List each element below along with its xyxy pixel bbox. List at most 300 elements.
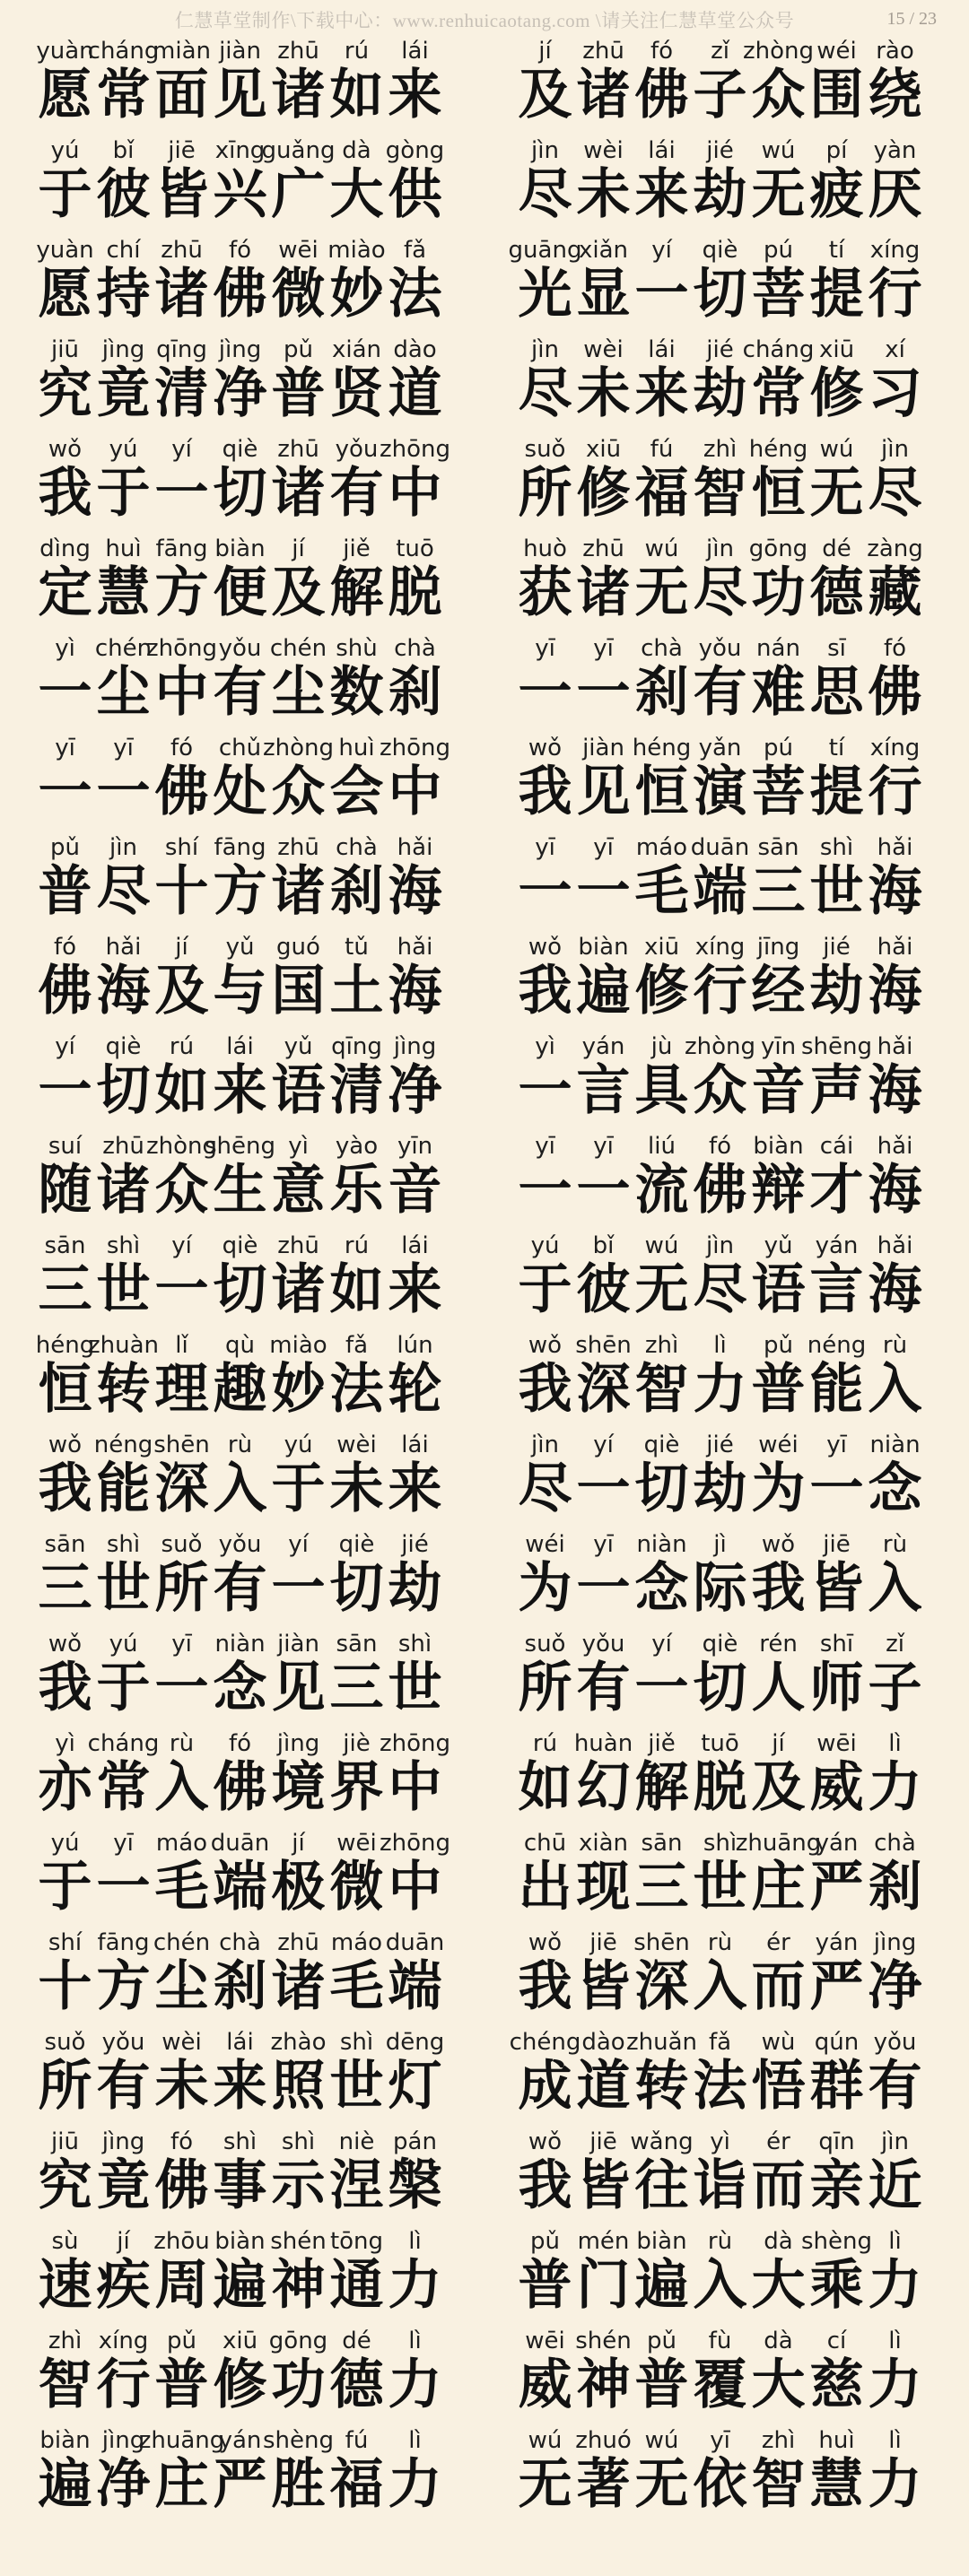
pinyin-text: jì [713,1531,727,1558]
pinyin-text: chén [269,635,327,662]
hanzi-char: 入 [154,1756,209,1819]
hanzi-char: 提 [809,761,864,823]
character-cell [153,2027,211,2127]
hanzi-char: 来 [388,1258,442,1321]
pinyin-text: wēi [278,237,319,264]
character-cell [36,2027,94,2127]
pinyin-text: zǐ [711,38,729,65]
character-cell [801,2226,873,2326]
hanzi-char: 一 [576,661,631,724]
hanzi-char: 尘 [96,661,151,724]
character-cell [36,1430,94,1529]
pinyin-text: shì [281,2128,316,2155]
pinyin-text: hǎi [877,1133,913,1160]
pinyin-text: wú [644,2427,679,2454]
hanzi-char: 覆 [693,2354,747,2416]
character-cell [633,135,691,235]
character-cell [153,2127,211,2226]
hanzi-char: 围 [809,64,864,126]
pinyin-text: fó [650,38,674,65]
character-cell [866,1330,924,1430]
hanzi-char: 行 [868,761,922,823]
character-cell [749,1629,808,1728]
character-cell [574,733,633,832]
verse-line-left [36,2425,489,2525]
character-cell [36,135,94,235]
pinyin-text: yí [593,1432,614,1458]
verse-row [0,1131,969,1231]
pinyin-text: yī [113,735,134,761]
character-cell [516,1529,574,1629]
hanzi-char: 有 [213,1557,267,1620]
character-cell [327,2425,386,2525]
pinyin-text: fāng [155,535,208,562]
character-cell [211,832,269,932]
verse-row [0,235,969,335]
character-cell [327,335,386,434]
hanzi-char: 念 [868,1458,922,1520]
hanzi-char: 言 [576,1059,631,1122]
verse-line-left [36,2027,489,2127]
hanzi-char: 如 [518,1756,572,1819]
hanzi-char: 大 [751,2354,806,2416]
pinyin-text: wèi [162,2029,202,2056]
character-cell [808,1330,866,1430]
hanzi-char: 广 [271,163,326,226]
pinyin-text: pí [825,137,848,164]
character-cell [153,1629,211,1728]
pinyin-text: yán [815,1929,859,1956]
hanzi-char: 严 [213,2453,267,2516]
pinyin-text: rén [759,1631,798,1658]
character-cell [153,1031,211,1131]
hanzi-char: 福 [634,462,689,525]
pinyin-text: wéi [525,1531,565,1558]
pinyin-text: lún [397,1332,433,1359]
pinyin-text: jìn [881,2128,909,2155]
hanzi-char: 槃 [388,2154,442,2217]
verse-line-left [36,1231,489,1330]
hanzi-char: 智 [693,462,747,525]
character-cell [749,932,808,1031]
character-cell [866,2127,924,2226]
hanzi-char: 修 [576,462,631,525]
hanzi-char: 智 [751,2453,806,2516]
pinyin-text: duān [385,1929,445,1956]
character-cell [633,733,691,832]
character-cell [386,2425,444,2525]
character-cell [866,1728,924,1828]
character-cell [516,1728,574,1828]
pinyin-text: hǎi [877,1033,913,1060]
character-cell [633,1031,691,1131]
hanzi-char: 众 [154,1159,209,1222]
hanzi-char: 彼 [96,163,151,226]
character-cell [808,633,866,733]
character-cell [749,633,808,733]
hanzi-char: 劫 [693,1458,747,1520]
hanzi-char: 念 [213,1657,267,1719]
character-cell [380,1828,451,1928]
hanzi-char: 悟 [751,2055,806,2118]
hanzi-char: 尘 [271,661,326,724]
character-cell [327,1430,386,1529]
hanzi-char: 界 [329,1756,384,1819]
character-cell [386,2127,444,2226]
verse-line-left [36,1131,489,1231]
character-cell [386,2027,444,2127]
pinyin-text: dào [581,2029,625,2056]
character-cell [153,832,211,932]
pinyin-text: xí [885,336,905,363]
pinyin-text: biàn [214,535,266,562]
pinyin-text: fāng [97,1929,150,1956]
character-cell [508,235,582,335]
pinyin-text: rào [876,38,914,65]
pinyin-text: fó [883,635,907,662]
pinyin-text: zhū [277,436,319,463]
hanzi-char: 十 [154,860,209,923]
character-cell [386,235,444,335]
pinyin-text: wèi [583,336,624,363]
character-cell [633,932,691,1031]
character-cell [211,633,269,733]
pinyin-text: máo [155,1830,208,1857]
character-cell [633,633,691,733]
pinyin-text: wú [644,535,679,562]
character-cell [866,1928,924,2027]
hanzi-char: 中 [388,1856,442,1919]
pinyin-text: tōng [329,2228,384,2255]
hanzi-char: 妙 [329,263,384,326]
character-cell [153,932,211,1031]
pinyin-text: jí [292,535,305,562]
hanzi-char: 诸 [271,1955,326,2018]
character-cell [866,434,924,534]
character-cell [574,832,633,932]
hanzi-char: 及 [271,561,326,624]
character-cell [633,1828,691,1928]
pinyin-text: wǎng [630,2128,694,2155]
hanzi-char: 获 [518,561,572,624]
hanzi-char: 中 [388,761,442,823]
pinyin-text: dēng [385,2029,445,2056]
character-cell [574,633,633,733]
verse-row [0,335,969,434]
character-cell [749,534,808,633]
character-cell [691,1529,749,1629]
character-cell [808,1928,866,2027]
hanzi-char: 中 [388,462,442,525]
hanzi-char: 毛 [634,860,689,923]
hanzi-char: 深 [634,1955,689,2018]
hanzi-char: 佛 [213,263,267,326]
pinyin-text: huàn [573,1730,633,1757]
pinyin-text: yī [593,1133,614,1160]
pinyin-text: fó [228,1730,252,1757]
hanzi-char: 三 [38,1258,92,1321]
hanzi-char: 世 [329,2055,384,2118]
pinyin-text: cái [819,1133,854,1160]
character-cell [808,2326,866,2425]
character-cell [211,135,269,235]
pinyin-text: yán [218,2427,262,2454]
character-cell [742,335,815,434]
hanzi-char: 为 [751,1458,806,1520]
hanzi-char: 尽 [518,362,572,425]
pinyin-text: xiǎn [578,237,629,264]
verse-line-left [36,733,489,832]
hanzi-char: 一 [38,761,92,823]
pinyin-text: yàn [873,137,917,164]
hanzi-char: 威 [518,2354,572,2416]
character-cell [574,1529,633,1629]
character-cell [386,335,444,434]
character-cell [749,1529,808,1629]
hanzi-char: 入 [693,2254,747,2317]
pinyin-text: wǒ [48,1631,83,1658]
pinyin-text: lì [888,2328,902,2354]
character-cell [633,1231,691,1330]
hanzi-char: 智 [38,2354,92,2416]
pinyin-text: jiē [589,1929,617,1956]
pinyin-text: suí [48,1133,83,1160]
character-cell [327,2326,386,2425]
hanzi-char: 我 [518,2154,572,2217]
hanzi-char: 往 [634,2154,689,2217]
character-cell [516,36,574,135]
hanzi-char: 净 [868,1955,922,2018]
character-cell [516,832,574,932]
pinyin-text: jìn [531,336,559,363]
pinyin-text: héng [35,1332,95,1359]
pinyin-text: jí [292,1830,305,1857]
character-cell [691,1728,749,1828]
verse-line-left [36,1529,489,1629]
pinyin-text: shí [48,1929,83,1956]
hanzi-char: 一 [634,1657,689,1719]
pinyin-text: hǎi [877,934,913,961]
character-cell [516,1131,574,1231]
pinyin-text: rù [882,1531,908,1558]
pinyin-text: jiě [648,1730,676,1757]
character-cell [263,2425,335,2525]
pinyin-text: jié [706,1432,734,1458]
character-cell [691,534,749,633]
character-cell [691,335,749,434]
pinyin-text: zhòng [685,1033,756,1060]
character-cell [516,2226,574,2326]
character-cell [633,1928,691,2027]
character-cell [574,235,633,335]
pinyin-text: yī [535,834,555,861]
verse-row [0,1928,969,2027]
character-cell [211,1031,269,1131]
hanzi-char: 所 [154,1557,209,1620]
character-cell [574,1131,633,1231]
character-cell [808,1231,866,1330]
character-cell [691,135,749,235]
character-cell [94,832,153,932]
character-cell [211,1430,269,1529]
hanzi-char: 一 [576,1557,631,1620]
pinyin-text: niàn [869,1432,921,1458]
pinyin-text: xíng [869,237,921,264]
character-cell [749,1430,808,1529]
pinyin-text: pǔ [530,2228,560,2255]
pinyin-text: zhì [48,2328,83,2354]
pinyin-text: jié [401,1531,429,1558]
pinyin-text: chén [153,1929,211,1956]
pinyin-text: pǔ [647,2328,677,2354]
pinyin-text: lái [401,1232,429,1259]
hanzi-char: 音 [388,1159,442,1222]
character-cell [749,1131,808,1231]
pinyin-text: héng [632,735,692,761]
verse-line-left [36,2326,489,2425]
character-cell [691,832,749,932]
verse-row [0,1629,969,1728]
hanzi-char: 常 [96,1756,151,1819]
pinyin-text: wù [761,2029,796,2056]
pinyin-text: jìng [276,1730,320,1757]
pinyin-text: jìn [706,1232,734,1259]
pinyin-text: xián [331,336,382,363]
verse-line-right [516,733,969,832]
character-cell [269,235,327,335]
character-cell [36,235,94,335]
hanzi-char: 极 [271,1856,326,1919]
pinyin-text: jìng [873,1929,917,1956]
pinyin-text: tuō [701,1730,739,1757]
character-cell [516,1629,574,1728]
hanzi-char: 群 [809,2055,864,2118]
hanzi-char: 法 [388,263,442,326]
verse-row [0,733,969,832]
hanzi-char: 数 [329,661,384,724]
hanzi-char: 佛 [693,1159,747,1222]
character-cell [808,2425,866,2525]
character-cell [574,1728,633,1828]
pinyin-text: yǒu [101,2029,145,2056]
pinyin-text: jí [175,934,188,961]
pinyin-text: rù [707,1929,733,1956]
verse-line-right [516,335,969,434]
character-cell [36,1330,94,1430]
character-cell [327,1529,386,1629]
pinyin-text: lì [408,2328,422,2354]
character-cell [749,1728,808,1828]
character-cell [386,932,444,1031]
hanzi-char: 端 [388,1955,442,2018]
character-cell [866,135,924,235]
pinyin-text: qiè [105,1033,142,1060]
hanzi-char: 趣 [213,1358,267,1421]
pinyin-text: jí [772,1730,785,1757]
verse-line-left [36,2226,489,2326]
pinyin-text: sān [641,1830,683,1857]
hanzi-char: 一 [518,661,572,724]
hanzi-char: 于 [271,1458,326,1520]
hanzi-char: 遍 [576,960,631,1023]
pinyin-text: suǒ [524,1631,566,1658]
pinyin-text: guó [276,934,320,961]
pinyin-text: xíng [869,735,921,761]
character-cell [808,534,866,633]
hanzi-char: 德 [329,2354,384,2416]
character-cell [269,1629,327,1728]
pinyin-text: liú [648,1133,676,1160]
pinyin-text: jìng [101,2427,145,2454]
pinyin-text: guāng [508,237,582,264]
hanzi-char: 深 [576,1358,631,1421]
pinyin-text: fó [170,735,194,761]
character-cell [269,932,327,1031]
pinyin-text: zhì [761,2427,796,2454]
character-cell [749,2326,808,2425]
character-cell [153,135,211,235]
verse-line-right [516,1828,969,1928]
pinyin-text: wǒ [528,2128,563,2155]
character-cell [516,2425,574,2525]
character-cell [269,1828,327,1928]
hanzi-char: 竟 [96,362,151,425]
hanzi-char: 而 [751,2154,806,2217]
pinyin-text: wǒ [48,436,83,463]
hanzi-char: 轮 [388,1358,442,1421]
pinyin-text: pǔ [50,834,80,861]
character-cell [866,235,924,335]
hanzi-char: 功 [271,2354,326,2416]
verse-line-left [36,633,489,733]
hanzi-char: 我 [518,1955,572,2018]
character-cell [574,36,633,135]
character-cell [685,1031,756,1131]
hanzi-char: 能 [96,1458,151,1520]
hanzi-char: 难 [751,661,806,724]
hanzi-char: 经 [751,960,806,1023]
verse-row [0,1828,969,1928]
character-cell [386,1928,444,2027]
verse-line-right [516,135,969,235]
character-cell [269,1330,327,1430]
pinyin-text: duān [690,834,750,861]
character-cell [691,2226,749,2326]
pinyin-text: lái [648,137,676,164]
pinyin-text: biàn [214,2228,266,2255]
character-cell [516,335,574,434]
hanzi-char: 一 [634,263,689,326]
pinyin-text: shí [164,834,199,861]
hanzi-char: 恒 [634,761,689,823]
character-cell [386,135,444,235]
hanzi-char: 来 [634,362,689,425]
character-cell [633,1430,691,1529]
hanzi-char: 周 [154,2254,209,2317]
pinyin-text: yú [109,436,138,463]
hanzi-char: 来 [388,1458,442,1520]
hanzi-char: 未 [154,2055,209,2118]
hanzi-char: 方 [96,1955,151,2018]
pinyin-text: shī [819,1631,854,1658]
hanzi-char: 普 [38,860,92,923]
pinyin-text: xíng [98,2328,149,2354]
pinyin-text: lì [888,1730,902,1757]
character-cell [866,1430,924,1529]
pinyin-text: rú [344,1232,370,1259]
character-cell [211,1529,269,1629]
hanzi-char: 成 [518,2055,572,2118]
